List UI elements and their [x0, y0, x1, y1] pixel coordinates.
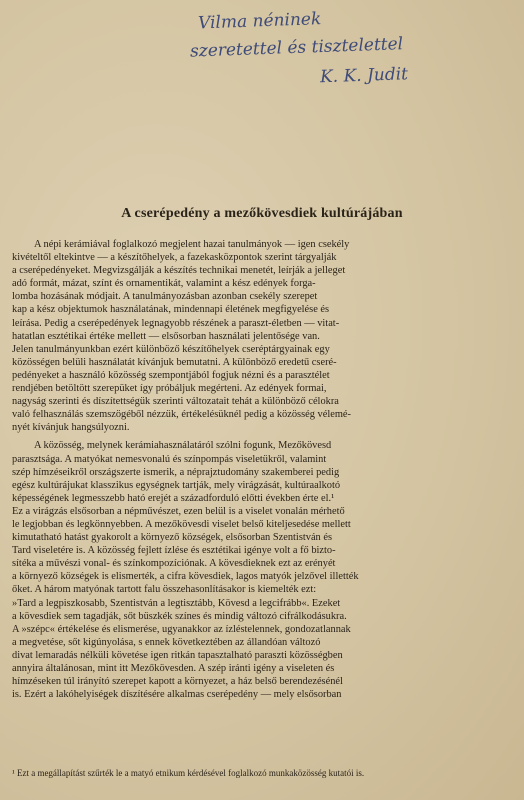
paragraph-1	[12, 238, 502, 434]
text-line: divat lemaradás nélküli követése igen ritkán tapasztalható paraszti közösségben	[12, 649, 343, 661]
text-line: a megvetése, sőt kigúnyolása, s ennek következtében az állandóan változó	[12, 636, 321, 648]
text-line: A népi kerámiával foglalkozó megjelent hazai tanulmányok — igen csekély	[34, 239, 350, 250]
paragraph-2	[12, 439, 502, 701]
text-line: hímzéseken túl irányító szerepet kapott a környezet, a ház belső berendezésénél	[12, 676, 343, 688]
text-line: nyét kívánjuk hangsúlyozni.	[12, 422, 130, 434]
article-body	[12, 238, 502, 701]
text-line: A »szépc« értékelése és elismerése, ugyanakkor az ízléstelennek, gondozatlannak	[12, 623, 351, 635]
text-line: a cserépedényeket. Megvizsgálják a készítés technikai menetét, leírják a jelleget	[12, 265, 346, 277]
dedication-line-2: szeretettel és tisztelettel	[189, 34, 404, 62]
text-line: őket. A három matyónak tartott falu összehasonlításakor is kiemelték ezt:	[12, 584, 317, 596]
text-line: való felhasználás szemszögéből nézzük, értékelésüknél pedig a közösség vélemé-	[12, 409, 351, 421]
text-line: Tard viseletére is. A közösség fejlett ízlése és esztétikai igénye volt a fő bizto-	[12, 545, 336, 557]
text-line: is. Ezért a lakóhelyiségek díszítésére alkalmas cserépedény — mely elsősorban	[12, 689, 342, 701]
text-line: hatatlan esztétikai értéke mellett — elsősorban használati jelentősége van.	[12, 330, 320, 342]
handwritten-dedication	[180, 4, 510, 88]
text-line: A közösség, melynek kerámiahasználatáról szólni fogunk, Mezőkövesd	[34, 440, 332, 452]
text-line: »Tard a legpiszkosabb, Szentistván a legtisztább, Kövesd a legcifrább«. Ezeket	[12, 597, 341, 609]
text-line: kimutatható hatást gyakorolt a környező községek, elsősorban Szentistván és	[12, 532, 333, 544]
text-line: kap a kész objektumok használatának, mindennapi életének megfigyelése és	[12, 304, 330, 316]
text-line: közösségen belüli használatát kívánjuk bemutatni. A különböző eredetű cseré-	[12, 356, 337, 368]
text-line: kivételtől eltekintve — a készítőhelyek, a fazekasközpontok szerint tárgyalják	[12, 252, 337, 264]
text-line: sítéka a művészi vonal- és színkompozíciónak. A kövesdieknek ezt az erényét	[12, 558, 336, 570]
text-line: a kövesdiek sem tagadják, sőt büszkék színes és mindig változó cifrálkodásukra.	[12, 610, 347, 622]
text-line: adó formát, mázat, színt és ornamentikát, valamint a kész edények forga-	[12, 278, 316, 290]
text-line: leírása. Pedig a cserépedények legnagyobb részének a paraszt-életben — vitat-	[12, 317, 340, 329]
footnote	[12, 768, 502, 779]
text-line: nagyság szerinti és díszítettségük szerinti változatait tehát a különböző célokra	[12, 396, 339, 408]
text-line: egész kultúrájukat klasszikus egységnek tartják, mely virágzását, kultúraalkotó	[12, 479, 341, 491]
text-line: lomba hozásának módjait. A tanulmányozásban azonban csekély szerepet	[12, 291, 318, 303]
footnote-text: Ezt a megállapítást szűrték le a matyó etnikum kérdésével foglalkozó munkaközösség kutatói is.	[16, 768, 365, 778]
text-line: Ez a virágzás elsősorban a népművészet, ezen belül is a viselet vonalán mérhető	[12, 505, 345, 517]
dedication-signature: K. K. Judit	[319, 64, 409, 88]
text-line: annyira általánosan, mint itt Mezőkövesden. A szép iránti igény a viseleten és	[12, 663, 335, 674]
text-line: Jelen tanulmányunkban ezért különböző készítőhelyek cseréptárgyainak egy	[12, 343, 330, 355]
footnote-mark: ¹	[12, 768, 15, 778]
text-line: pedényeket a használó közösség szempontjából fogjuk nézni és a parasztélet	[12, 369, 330, 381]
text-line: le legjobban és legkönnyebben. A mezőkövesdi viselet belső kiteljesedése mellett	[12, 518, 351, 530]
text-line: rendjében betöltött szerepüket így próbáljuk megérteni. Az edények formai,	[12, 383, 327, 395]
text-line: szép hímzéseikről országszerte ismerik, a néprajztudomány szakemberei pedig	[12, 466, 340, 478]
text-line: parasztsága. A matyókat nemesvonalú és színpompás viseletükről, valamint	[12, 453, 327, 465]
text-line: a környező községek is elismerték, a cifra kövesdiek, lagos matyók jelzővel illették	[12, 571, 359, 583]
dedication-line-1: Vilma néninek	[197, 9, 322, 34]
article-title: A cserépedény a mezőkövesdiek kultúrájában	[121, 206, 403, 221]
text-line: képességének legmesszebb ható erejét a századforduló előtti években érte el.¹	[12, 492, 335, 504]
